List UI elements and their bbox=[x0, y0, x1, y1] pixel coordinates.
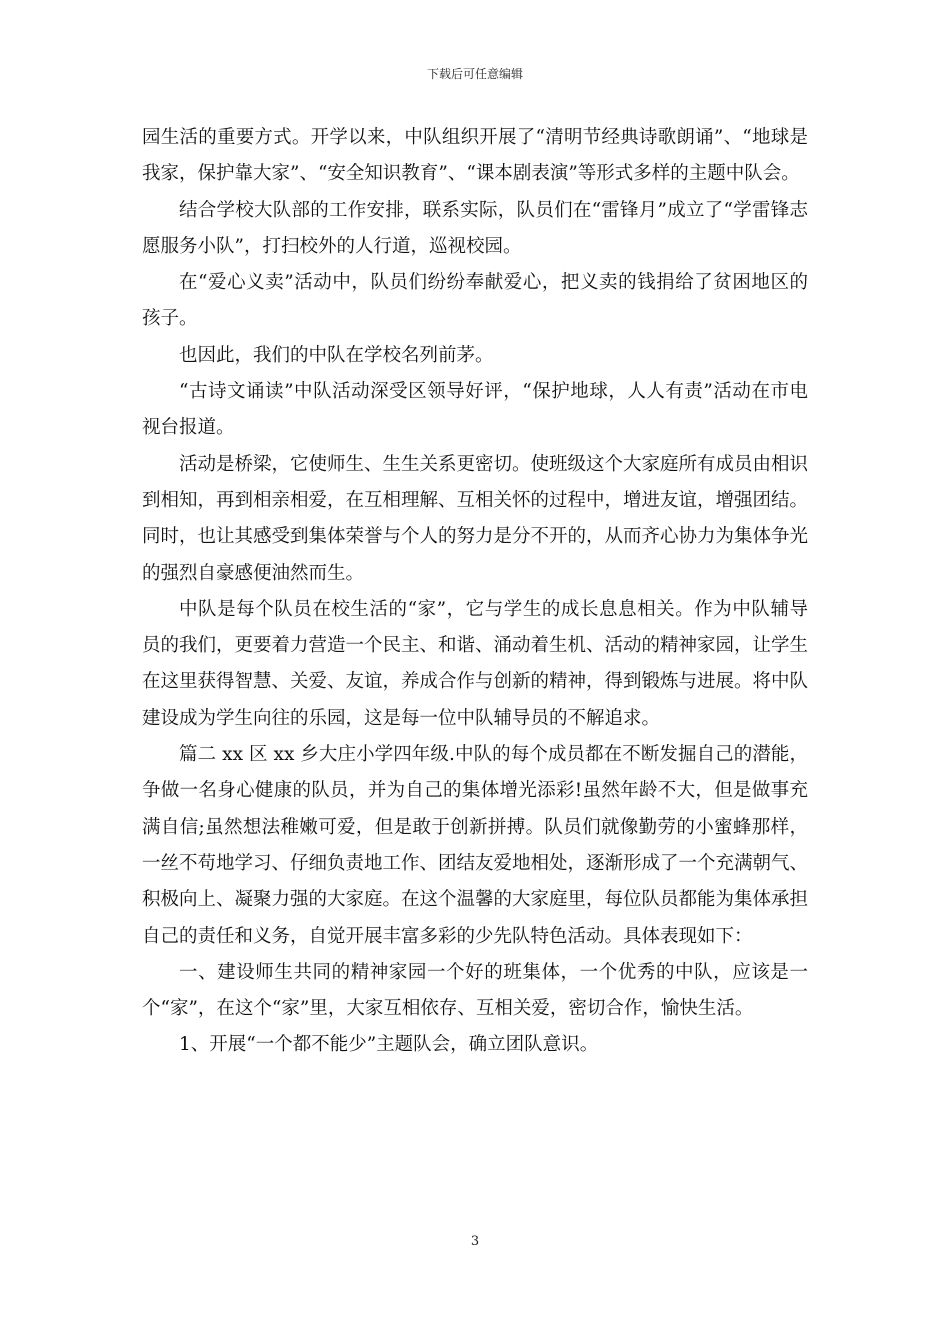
paragraph: 一、建设师生共同的精神家园一个好的班集体，一个优秀的中队，应该是一个“家”，在这个“家”里，大家互相依存、互相关爱，密切合作，愉快生活。 bbox=[142, 961, 808, 1020]
paragraph: 也因此，我们的中队在学校名列前茅。 bbox=[179, 344, 494, 366]
page-number: 3 bbox=[470, 1234, 480, 1249]
paragraph: 结合学校大队部的工作安排，联系实际，队员们在“雷锋月”成立了“学雷锋志愿服务小队”，打扫校外的人行道，巡视校园。 bbox=[142, 199, 808, 257]
paragraph: 活动是桥梁，它使师生、生生关系更密切。使班级这个大家庭所有成员由相识到相知，再到相亲相爱，在互相理解、互相关怀的过程中，增进友谊，增强团结。同时，也让其感受到集体荣誉与个人的努力是分不开的，从而齐心协力为集体争光的强烈自豪感便油然而生。 bbox=[142, 453, 809, 584]
paragraph: 中队是每个队员在校生活的“家”，它与学生的成长息息相关。作为中队辅导员的我们，更要着力营造一个民主、和谐、涌动着生机、活动的精神家园，让学生在这里获得智慧、关爱、友谊，养成合作与创新的精神，得到锻炼与进展。将中队建设成为学生向往的乐园，这是每一位中队辅导员的不解追求。 bbox=[142, 598, 809, 729]
paragraph: 园生活的重要方式。开学以来，中队组织开展了“清明节经典诗歌朗诵”、“地球是我家，保护靠大家”、“安全知识教育”、“课本剧表演”等形式多样的主题中队会。 bbox=[142, 127, 808, 185]
paragraph: “古诗文诵读”中队活动深受区领导好评，“保护地球，人人有责”活动在市电视台报道。 bbox=[142, 381, 808, 439]
paragraph: 1、开展“一个都不能少”主题队会，确立团队意识。 bbox=[179, 1034, 599, 1056]
paragraph: 篇二 xx 区 xx 乡大庄小学四年级.中队的每个成员都在不断发掘自己的潜能，争做一名身心健康的队员，并为自己的集体增光添彩!虽然年龄不大，但是做事充满自信;虽然想法稚嫩可爱，但是敢于创新拼搏。队员们就像勤劳的小蜜蜂那样，一丝不苟地学习、仔细负责地工作、团结友爱地相处，逐渐形成了一个充满朝气、积极向上、凝聚力强的大家庭。在这个温馨的大家庭里，每位队员都能为集体承担自己的责任和义务，自觉开展丰富多彩的少先队特色活动。具体表现如下： bbox=[142, 744, 809, 947]
document-body bbox=[142, 120, 808, 1064]
paragraph: 在“爱心义卖”活动中，队员们纷纷奉献爱心，把义卖的钱捐给了贫困地区的孩子。 bbox=[142, 272, 808, 330]
page-header: 下载后可任意编辑 bbox=[426, 67, 523, 81]
